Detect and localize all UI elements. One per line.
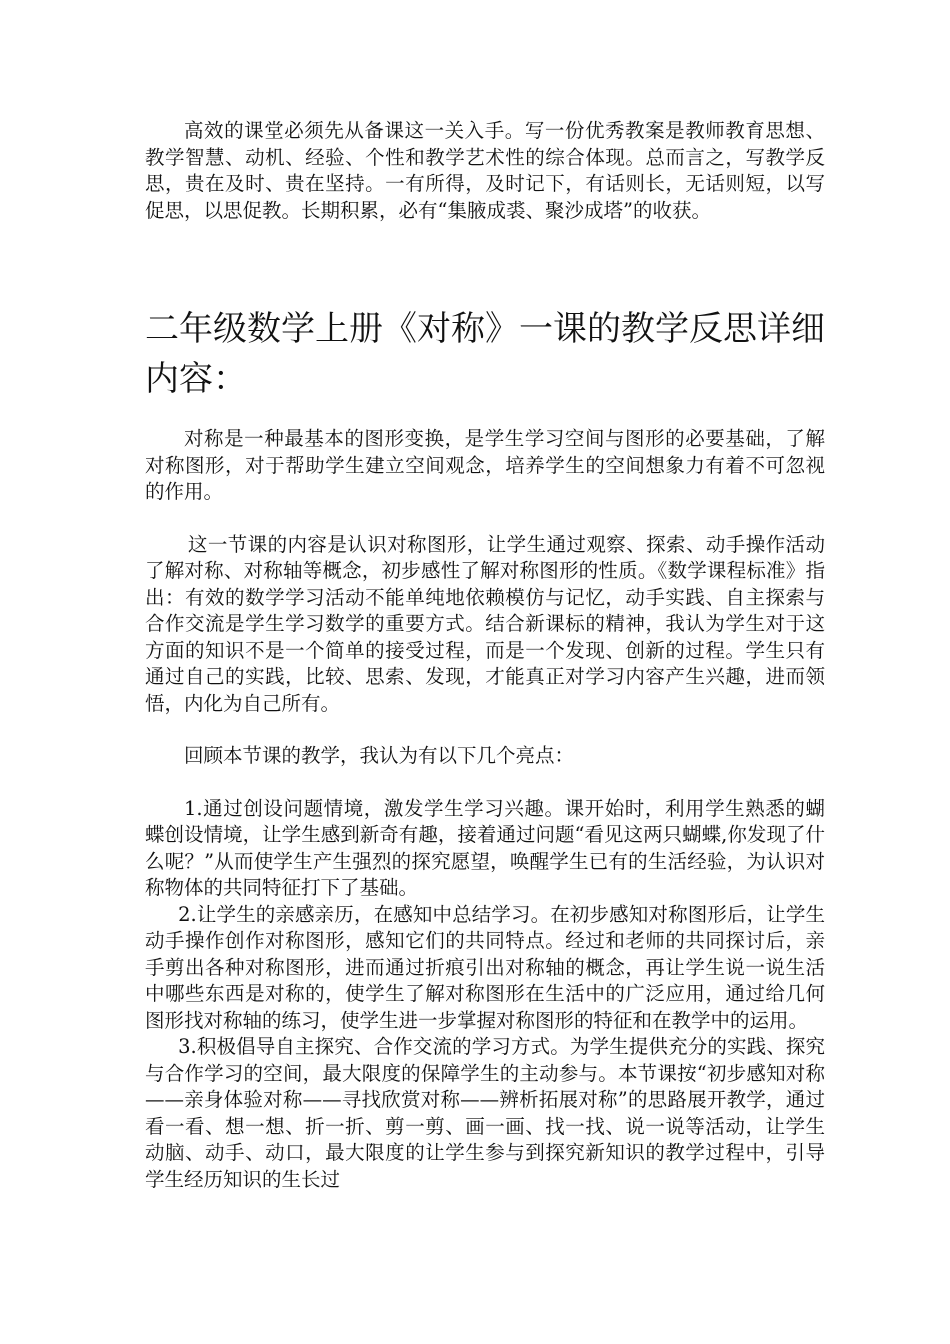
body-paragraph-2: 这一节课的内容是认识对称图形，让学生通过观察、探索、动手操作活动了解对称、对称轴等概念，初步感性了解对称图形的性质。《数学课程标准》指出：有效的数学学习活动不能单纯地依赖模仿与记忆，动手实践、自主探索与合作交流是学生学习数学的重要方式。结合新课标的精神，我认为学生对于这方面的知识不是一个简单的接受过程，而是一个发现、创新的过程。学生只有通过自己的实践，比较、思索、发现，才能真正对学习内容产生兴趣，进而领悟，内化为自己所有。 bbox=[145, 532, 825, 715]
body-paragraph-1: 对称是一种最基本的图形变换，是学生学习空间与图形的必要基础，了解对称图形，对于帮助学生建立空间观念，培养学生的空间想象力有着不可忽视的作用。 bbox=[145, 427, 825, 503]
intro-paragraph: 高效的课堂必须先从备课这一关入手。写一份优秀教案是教师教育思想、教学智慧、动机、经验、个性和教学艺术性的综合体现。总而言之，写教学反思，贵在及时、贵在坚持。一有所得，及时记下，有话则长，无话则短，以写促思，以思促教。长期积累，必有“集腋成裘、聚沙成塔”的收获。 bbox=[145, 119, 825, 222]
list-item-3: 3.积极倡导自主探究、合作交流的学习方式。为学生提供充分的实践、探究与合作学习的空间，最大限度的保障学生的主动参与。本节课按“初步感知对称——亲身体验对称——寻找欣赏对称——辨析拓展对称”的思路展开教学，通过看一看、想一想、折一折、剪一剪、画一画、找一找、说一说等活动，让学生动脑、动手、动口，最大限度的让学生参与到探究新知识的教学过程中，引导学生经历知识的生长过 bbox=[145, 1035, 825, 1191]
document-page bbox=[145, 118, 825, 1193]
list-item-2: 2.让学生的亲感亲历，在感知中总结学习。在初步感知对称图形后，让学生动手操作创作对称图形，感知它们的共同特点。经过和老师的共同探讨后，亲手剪出各种对称图形，进而通过折痕引出对称轴的概念，再让学生说一说生活中哪些东西是对称的，使学生了解对称图形在生活中的广泛应用，通过给几何图形找对称轴的练习，使学生进一步掌握对称图形的特征和在教学中的运用。 bbox=[145, 902, 825, 1032]
body-paragraph-3: 回顾本节课的教学，我认为有以下几个亮点： bbox=[184, 744, 575, 767]
page-title: 二年级数学上册《对称》一课的教学反思详细内容： bbox=[145, 309, 825, 399]
list-item-1: 1.通过创设问题情境，激发学生学习兴趣。课开始时，利用学生熟悉的蝴蝶创设情境，让学生感到新奇有趣，接着通过问题“看见这两只蝴蝶,你发现了什么呢？”从而使学生产生强烈的探究愿望，唤醒学生已有的生活经验，为认识对称物体的共同特征打下了基础。 bbox=[145, 796, 825, 899]
